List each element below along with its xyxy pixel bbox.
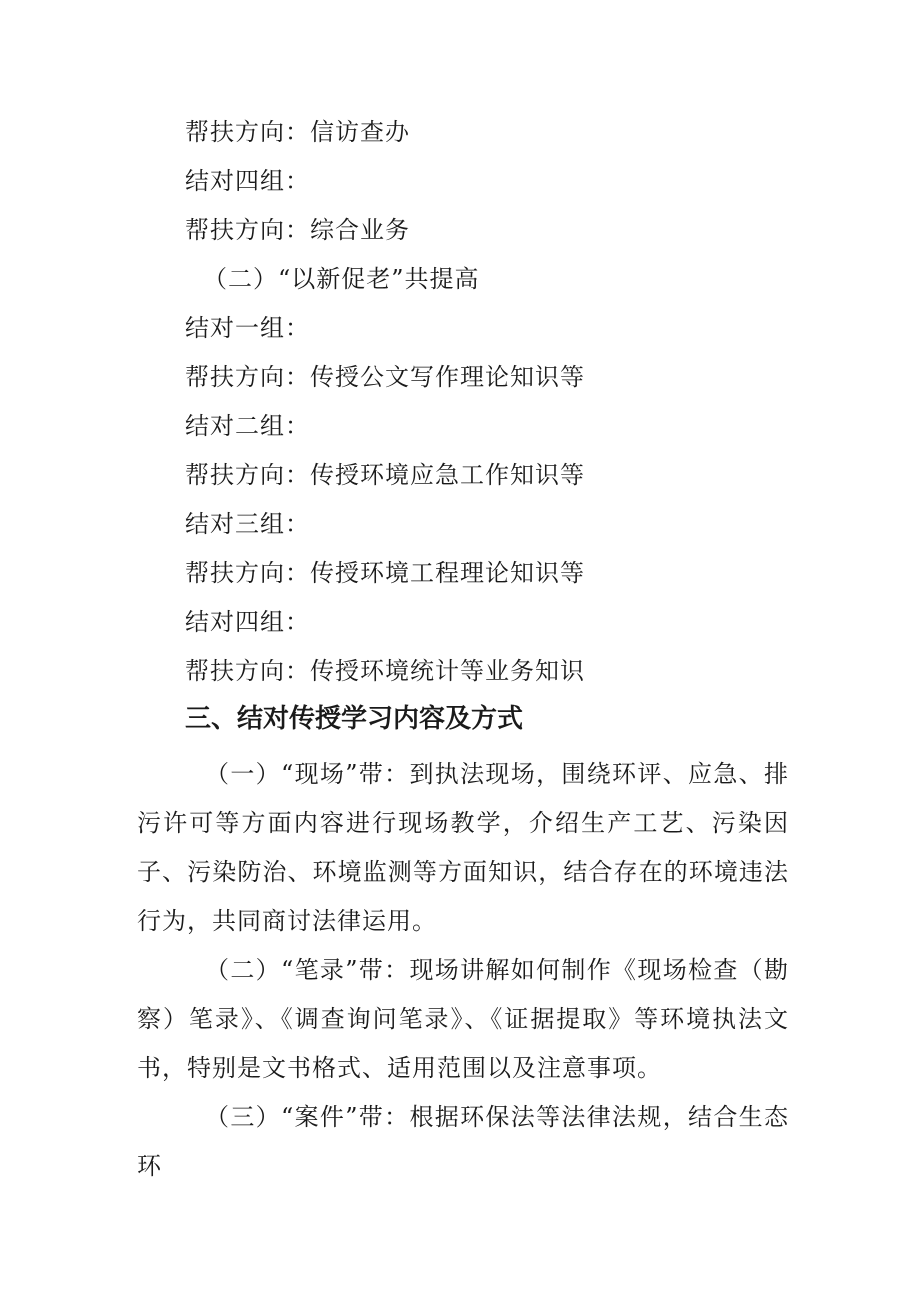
text-line: 帮扶方向：传授环境应急工作知识等 [185,461,585,489]
text-line: 结对四组： [185,608,310,636]
paragraph: （一）“现场”带：到执法现场，围绕环评、应急、排污许可等方面内容进行现场教学，介绍生产工艺、污染因子、污染防治、环境监测等方面知识，结合存在的环境违法行为，共同商讨法律运用。 [137,760,789,935]
text-line: 帮扶方向：传授公文写作理论知识等 [185,363,585,391]
text-line: 结对二组： [185,412,310,440]
subsection-heading: （二）“以新促老”共提高 [203,265,480,293]
section-heading: 三、结对传授学习内容及方式 [185,704,524,734]
paragraph: （二）“笔录”带：现场讲解如何制作《现场检查（勘察）笔录》、《调查询问笔录》、《证据提取》等环境执法文书，特别是文书格式、适用范围以及注意事项。 [137,956,789,1082]
text-line: 帮扶方向：传授环境统计等业务知识 [185,657,585,685]
text-line: 结对四组： [185,167,310,195]
text-line: 帮扶方向：综合业务 [185,216,410,244]
text-line: 结对三组： [185,510,310,538]
text-line: 帮扶方向：传授环境工程理论知识等 [185,559,585,587]
text-line: 帮扶方向：信访查办 [185,118,410,146]
text-line: 结对一组： [185,314,310,342]
paragraph: （三）“案件”带：根据环保法等法律法规，结合生态环 [137,1103,789,1180]
